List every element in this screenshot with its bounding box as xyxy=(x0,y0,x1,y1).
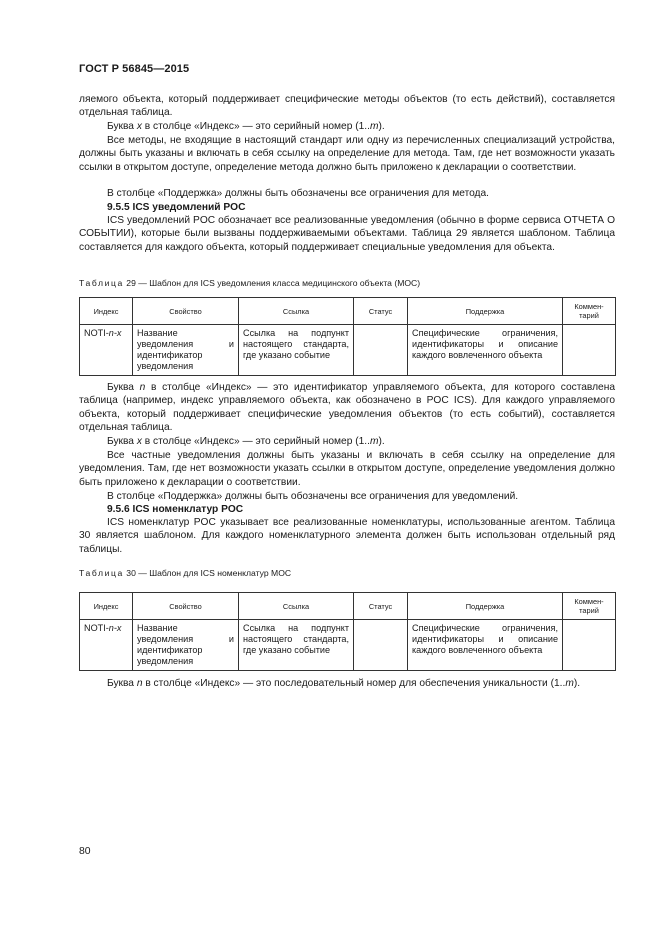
table-29 xyxy=(79,297,616,376)
column-header-property: Свойство xyxy=(133,298,239,325)
paragraph-support-methods: В столбце «Поддержка» должны быть обозначены все ограничения для метода. xyxy=(107,188,489,199)
cell-index: NOTI-n-x xyxy=(80,325,133,376)
cell-support: Специфические ограничения, идентификаторы и описание каждого вовлеченного объекта xyxy=(408,620,563,671)
paragraph-letter-n-uniqueness: Буква n в столбце «Индекс» — это последовательный номер для обеспечения уникальности (1..m). xyxy=(107,678,581,689)
paragraph-methods: Все методы, не входящие в настоящий стандарт или одну из перечисленных специализаций устройства, должны быть указаны и включать в себя ссылку на определение для метода. Там, где нет возможности указать ссылки в открытом доступе, определение метода должно быть приложено к декларации о соответствии. xyxy=(79,135,615,173)
paragraph-letter-x-2: Буква x в столбце «Индекс» — это серийный номер (1..m). xyxy=(107,436,385,447)
column-header-support: Поддержка xyxy=(408,593,563,620)
column-header-index: Индекс xyxy=(80,593,133,620)
page-number: 80 xyxy=(79,846,91,857)
column-header-reference: Ссылка xyxy=(239,593,354,620)
column-header-status: Статус xyxy=(354,298,408,325)
cell-support: Специфические ограничения, идентификаторы и описание каждого вовлеченного объекта xyxy=(408,325,563,376)
paragraph-letter-n: Буква n в столбце «Индекс» — это идентификатор управляемого объекта, для которого составлена таблица (например, индекс управляемого объекта, как обозначено в POC ICS). Для каждого управляемого объекта, который поддерживает специфические уведомления объектов (то есть событий), составляется отдельная таблица. xyxy=(79,382,615,434)
section-heading-9-5-6: 9.5.6 ICS номенклатур POC xyxy=(107,504,244,515)
column-header-property: Свойство xyxy=(133,593,239,620)
section-heading-9-5-5: 9.5.5 ICS уведомлений POC xyxy=(107,202,246,213)
table-30-caption: Таблица 30 — Шаблон для ICS номенклатур МОС xyxy=(79,568,292,578)
column-header-comment: Коммен-тарий xyxy=(563,593,616,620)
column-header-index: Индекс xyxy=(80,298,133,325)
paragraph-ics-nomenclatures: ICS номенклатур POC указывает все реализованные номенклатуры, использованные агентом. Таблица 30 является шаблоном. Для каждого номенклатурного элемента должен быть использован отдельный ряд таблицы. xyxy=(79,517,615,555)
cell-reference: Ссылка на подпункт настоящего стандарта, где указано событие xyxy=(239,620,354,671)
column-header-status: Статус xyxy=(354,593,408,620)
cell-property: Название уведомления и идентификатор уведомления xyxy=(133,325,239,376)
column-header-reference: Ссылка xyxy=(239,298,354,325)
paragraph-support-notifications: В столбце «Поддержка» должны быть обозначены все ограничения для уведомлений. xyxy=(107,491,519,502)
cell-status xyxy=(354,620,408,671)
column-header-comment: Коммен-тарий xyxy=(563,298,616,325)
paragraph-ics-notifications: ICS уведомлений POC обозначает все реализованные уведомления (обычно в форме сервиса ОТЧЕТА О СОБЫТИИ), которые были вызваны поддерживаемыми объектами. Таблица 29 является шаблоном. Таблица составляется для каждого объекта, который поддерживает специальные уведомления для объекта. xyxy=(79,215,615,253)
table-29-caption: Таблица 29 — Шаблон для ICS уведомления класса медицинского объекта (МОС) xyxy=(79,278,421,288)
column-header-support: Поддержка xyxy=(408,298,563,325)
cell-reference: Ссылка на подпункт настоящего стандарта, где указано событие xyxy=(239,325,354,376)
document-header: ГОСТ Р 56845—2015 xyxy=(79,63,190,75)
cell-comment xyxy=(563,620,616,671)
table-30 xyxy=(79,592,616,671)
cell-index: NOTI-n-x xyxy=(80,620,133,671)
paragraph-private-notifications: Все частные уведомления должны быть указаны и включать в себя ссылку на определение для уведомления. Там, где нет возможности указать ссылки в открытом доступе, определение уведомления должно быть приложено к декларации о соответствии. xyxy=(79,450,615,488)
table-header-row xyxy=(80,298,616,325)
table-header-row xyxy=(80,593,616,620)
paragraph-letter-x: Буква x в столбце «Индекс» — это серийный номер (1..m). xyxy=(107,121,385,132)
table-row xyxy=(80,620,616,671)
cell-status xyxy=(354,325,408,376)
cell-property: Название уведомления и идентификатор уведомления xyxy=(133,620,239,671)
paragraph-continuation: ляемого объекта, который поддерживает специфические методы объектов (то есть действий), составляется отдельная таблица. xyxy=(79,94,615,119)
table-row xyxy=(80,325,616,376)
cell-comment xyxy=(563,325,616,376)
